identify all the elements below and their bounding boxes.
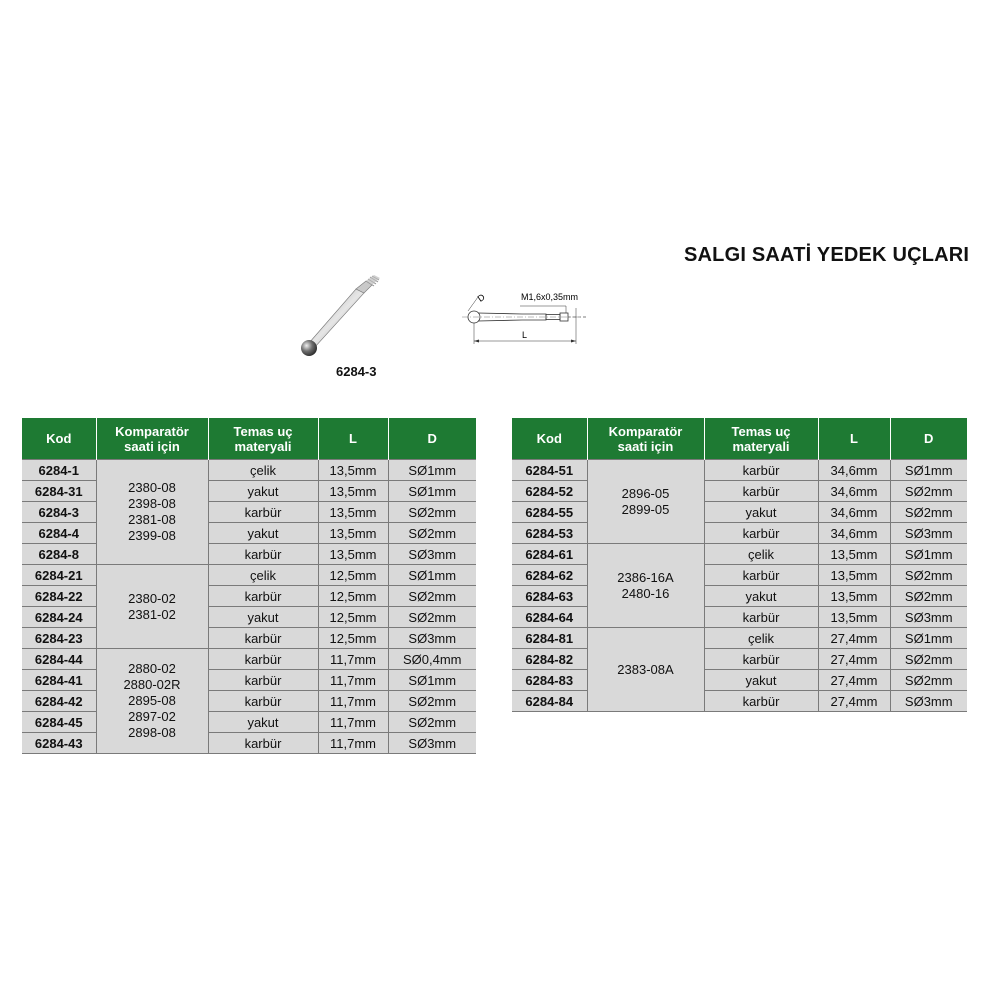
cell-d: SØ3mm [388,628,476,649]
cell-d: SØ3mm [890,607,967,628]
drawing-label-thread: M1,6x0,35mm [521,292,579,302]
cell-l: 12,5mm [318,607,388,628]
cell-d: SØ3mm [890,691,967,712]
cell-kod: 6284-63 [512,586,587,607]
cell-l: 34,6mm [818,481,890,502]
komparator-model: 2880-02 [128,661,176,676]
cell-l: 12,5mm [318,628,388,649]
cell-l: 13,5mm [818,544,890,565]
header-kod: Kod [22,418,96,460]
komparator-model: 2897-02 [128,709,176,724]
cell-d: SØ1mm [890,460,967,481]
cell-l: 27,4mm [818,649,890,670]
cell-kod: 6284-31 [22,481,96,502]
cell-kod: 6284-1 [22,460,96,481]
cell-materyal: çelik [704,628,818,649]
table-row [512,586,967,607]
cell-kod: 6284-21 [22,565,96,586]
cell-l: 13,5mm [818,607,890,628]
table-row [22,544,476,565]
cell-d: SØ2mm [890,481,967,502]
cell-l: 13,5mm [818,586,890,607]
cell-materyal: karbür [704,481,818,502]
cell-materyal: karbür [704,691,818,712]
cell-l: 27,4mm [818,691,890,712]
header-temas-line: Temas uç [233,423,293,439]
cell-l: 11,7mm [318,691,388,712]
cell-l: 12,5mm [318,565,388,586]
table-row [512,565,967,586]
cell-l: 34,6mm [818,460,890,481]
cell-l: 34,6mm [818,523,890,544]
drawing-label-d: D [475,291,487,304]
header-l: L [318,418,388,460]
cell-d: SØ3mm [388,544,476,565]
header-temas-line: materyali [732,438,790,454]
cell-l: 11,7mm [318,670,388,691]
table-row [22,460,476,481]
table-row [512,628,967,649]
komparator-model: 2383-08A [617,661,674,677]
header-d: D [890,418,967,460]
cell-d: SØ2mm [890,502,967,523]
cell-kod: 6284-44 [22,649,96,670]
cell-kod: 6284-45 [22,712,96,733]
table-row [22,565,476,586]
cell-l: 11,7mm [318,712,388,733]
cell-d: SØ1mm [388,670,476,691]
cell-materyal: karbür [208,628,318,649]
cell-kod: 6284-3 [22,502,96,523]
cell-kod: 6284-22 [22,586,96,607]
cell-kod: 6284-53 [512,523,587,544]
table-row [22,586,476,607]
cell-materyal: çelik [208,460,318,481]
cell-l: 11,7mm [318,649,388,670]
cell-l: 27,4mm [818,628,890,649]
cell-l: 13,5mm [318,523,388,544]
table-row [512,460,967,481]
cell-d: SØ2mm [890,649,967,670]
cell-komparator [96,565,208,649]
komparator-model: 2380-02 [128,590,176,606]
header-kod: Kod [512,418,587,460]
cell-kod: 6284-43 [22,733,96,754]
cell-d: SØ2mm [388,607,476,628]
cell-materyal: karbür [704,649,818,670]
cell-materyal: karbür [208,544,318,565]
header-temas-line: materyali [234,438,292,454]
cell-materyal: karbür [704,523,818,544]
table-row [512,691,967,712]
komparator-model: 2381-02 [128,606,176,622]
cell-kod: 6284-62 [512,565,587,586]
cell-komparator [587,460,704,544]
cell-kod: 6284-51 [512,460,587,481]
spec-table-left [22,418,476,754]
header-komparator-line: Komparatör [608,423,683,439]
table-row [22,481,476,502]
table-row [22,649,476,670]
cell-kod: 6284-83 [512,670,587,691]
cell-d: SØ2mm [388,691,476,712]
cell-kod: 6284-81 [512,628,587,649]
header-temas [208,418,318,460]
table-row [512,481,967,502]
cell-kod: 6284-82 [512,649,587,670]
cell-materyal: karbür [704,607,818,628]
cell-materyal: yakut [208,523,318,544]
cell-d: SØ2mm [388,586,476,607]
table-row [512,649,967,670]
drawing-label-l: L [522,330,528,340]
table-row [512,544,967,565]
cell-d: SØ1mm [388,460,476,481]
table-row [512,607,967,628]
cell-materyal: yakut [704,502,818,523]
cell-d: SØ0,4mm [388,649,476,670]
cell-materyal: karbür [208,586,318,607]
header-komparator-line: Komparatör [115,423,189,439]
table-row [22,607,476,628]
header-l: L [818,418,890,460]
table-row [512,502,967,523]
cell-materyal: yakut [704,670,818,691]
table-row [22,670,476,691]
cell-d: SØ1mm [388,565,476,586]
cell-komparator [587,628,704,712]
cell-d: SØ1mm [890,628,967,649]
table-row [22,523,476,544]
header-d: D [388,418,476,460]
header-temas-line: Temas uç [731,423,791,439]
cell-d: SØ2mm [890,670,967,691]
cell-kod: 6284-23 [22,628,96,649]
header-komparator-line: saati için [617,438,674,454]
cell-materyal: karbür [704,460,818,481]
table-row [512,523,967,544]
stylus-photo [294,275,398,365]
table-row [22,502,476,523]
cell-materyal: karbür [208,649,318,670]
table-header-row [22,418,476,460]
cell-materyal: yakut [704,586,818,607]
cell-d: SØ2mm [388,523,476,544]
cell-komparator [96,649,208,754]
cell-materyal: karbür [208,670,318,691]
cell-d: SØ2mm [890,586,967,607]
table-row [512,670,967,691]
cell-d: SØ2mm [388,712,476,733]
cell-l: 34,6mm [818,502,890,523]
komparator-model: 2880-02R [123,677,181,692]
komparator-model: 2896-05 [621,485,670,501]
cell-kod: 6284-42 [22,691,96,712]
cell-l: 13,5mm [318,481,388,502]
cell-materyal: karbür [208,691,318,712]
cell-kod: 6284-4 [22,523,96,544]
stylus-dimension-drawing [462,286,598,352]
cell-d: SØ1mm [890,544,967,565]
header-temas [704,418,818,460]
cell-kod: 6284-64 [512,607,587,628]
cell-materyal: karbür [704,565,818,586]
cell-l: 13,5mm [318,502,388,523]
photo-caption: 6284-3 [336,364,377,379]
cell-l: 11,7mm [318,733,388,754]
cell-l: 13,5mm [318,460,388,481]
cell-d: SØ3mm [890,523,967,544]
komparator-model: 2399-08 [128,528,176,543]
table-row [22,712,476,733]
cell-kod: 6284-41 [22,670,96,691]
komparator-model: 2380-08 [128,480,176,495]
cell-kod: 6284-61 [512,544,587,565]
cell-kod: 6284-52 [512,481,587,502]
komparator-model: 2899-05 [621,501,670,517]
cell-komparator [96,460,208,565]
table-row [22,628,476,649]
cell-kod: 6284-84 [512,691,587,712]
komparator-model: 2480-16 [621,585,670,601]
header-komparator [96,418,208,460]
table-header-row [512,418,967,460]
cell-kod: 6284-24 [22,607,96,628]
cell-kod: 6284-55 [512,502,587,523]
komparator-model: 2895-08 [128,693,176,708]
cell-l: 13,5mm [818,565,890,586]
komparator-model: 2381-08 [128,512,176,527]
cell-materyal: yakut [208,481,318,502]
cell-materyal: çelik [704,544,818,565]
cell-kod: 6284-8 [22,544,96,565]
cell-komparator [587,544,704,628]
page-title: SALGI SAATİ YEDEK UÇLARI [684,244,970,266]
cell-materyal: yakut [208,607,318,628]
cell-materyal: yakut [208,712,318,733]
cell-d: SØ2mm [388,502,476,523]
komparator-model: 2898-08 [128,725,176,740]
cell-d: SØ1mm [388,481,476,502]
table-row [22,691,476,712]
cell-materyal: karbür [208,502,318,523]
cell-d: SØ3mm [388,733,476,754]
cell-l: 13,5mm [318,544,388,565]
cell-materyal: çelik [208,565,318,586]
spec-table-right [512,418,967,712]
cell-l: 12,5mm [318,586,388,607]
komparator-model: 2386-16A [617,569,674,585]
cell-materyal: karbür [208,733,318,754]
header-komparator-line: saati için [124,438,180,454]
header-komparator [587,418,704,460]
cell-l: 27,4mm [818,670,890,691]
komparator-model: 2398-08 [128,496,176,511]
cell-d: SØ2mm [890,565,967,586]
table-row [22,733,476,754]
